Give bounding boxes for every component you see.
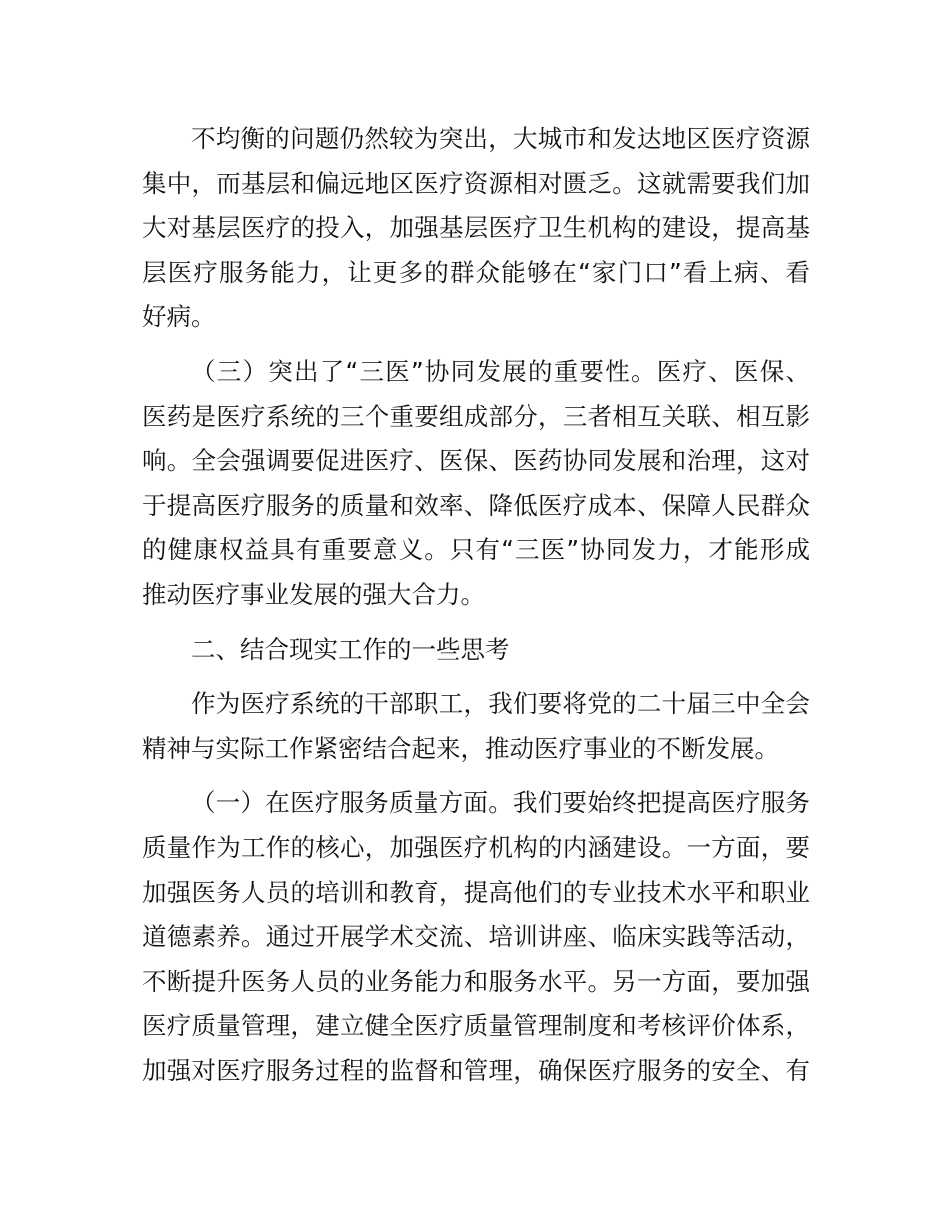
text-line: 好病。 (142, 302, 216, 332)
text-line: 不断提升医务人员的业务能力和服务水平。另一方面，要加强 (142, 966, 810, 996)
text-line: 响。全会强调要促进医疗、医保、医药协同发展和治理，这对 (142, 446, 810, 476)
section-heading-text: 二、结合现实工作的一些思考 (191, 634, 510, 664)
text-line: 集中，而基层和偏远地区医疗资源相对匮乏。这就需要我们加 (142, 168, 810, 198)
text-line: 精神与实际工作紧密结合起来，推动医疗事业的不断发展。 (142, 733, 779, 763)
text-line: 医药是医疗系统的三个重要组成部分，三者相互关联、相互影 (142, 401, 810, 431)
text-line: （一）在医疗服务质量方面。我们要始终把提高医疗服务 (191, 788, 810, 818)
text-line: 质量作为工作的核心，加强医疗机构的内涵建设。一方面，要 (142, 832, 810, 862)
text-line: 推动医疗事业发展的强大合力。 (142, 579, 485, 609)
text-line: 作为医疗系统的干部职工，我们要将党的二十届三中全会 (191, 689, 810, 719)
paragraph-continuation (142, 117, 810, 340)
section-heading (142, 628, 810, 673)
text-line: 的健康权益具有重要意义。只有“三医”协同发力，才能形成 (142, 535, 810, 565)
paragraph-service-quality (142, 781, 810, 1093)
text-line: （三）突出了“三医”协同发展的重要性。医疗、医保、 (191, 356, 810, 386)
text-line: 道德素养。通过开展学术交流、培训讲座、临床实践等活动， (142, 922, 810, 952)
text-line: 医疗质量管理，建立健全医疗质量管理制度和考核评价体系， (142, 1011, 810, 1041)
text-line: 不均衡的问题仍然较为突出，大城市和发达地区医疗资源 (191, 124, 810, 153)
paragraph-intro (142, 682, 810, 771)
document-body (142, 117, 810, 1093)
text-line: 于提高医疗服务的质量和效率、降低医疗成本、保障人民群众 (142, 490, 810, 520)
paragraph-three-medical-coordination (142, 350, 810, 618)
text-line: 加强对医疗服务过程的监督和管理，确保医疗服务的安全、有 (142, 1055, 810, 1085)
text-line: 大对基层医疗的投入，加强基层医疗卫生机构的建设，提高基 (142, 213, 810, 243)
text-line: 层医疗服务能力，让更多的群众能够在“家门口”看上病、看 (142, 257, 810, 287)
text-line: 加强医务人员的培训和教育，提高他们的专业技术水平和职业 (142, 877, 810, 907)
